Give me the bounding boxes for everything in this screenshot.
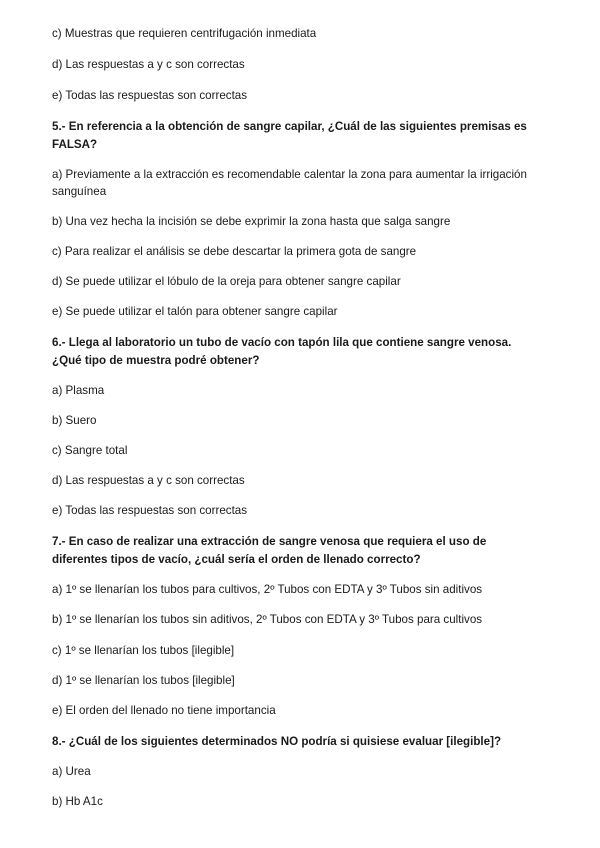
answer-option: b) 1º se llenarían los tubos sin aditivos, 2º Tubos con EDTA y 3º Tubos para cultivos <box>52 613 483 626</box>
answer-option: a) Previamente a la extracción es recomendable calentar la zona para aumentar la irrigación <box>52 168 527 181</box>
question-text: 5.- En referencia a la obtención de sangre capilar, ¿Cuál de las siguientes premisas es <box>52 120 527 133</box>
answer-option: d) Se puede utilizar el lóbulo de la oreja para obtener sangre capilar <box>52 275 401 288</box>
question-text: diferentes tipos de vacío, ¿cuál sería el orden de llenado correcto? <box>52 553 421 566</box>
answer-option: e) Todas las respuestas son correctas <box>52 504 248 517</box>
answer-option: c) Muestras que requieren centrifugación inmediata <box>52 27 317 40</box>
answer-option: a) 1º se llenarían los tubos para cultivos, 2º Tubos con EDTA y 3º Tubos sin aditivos <box>52 583 483 596</box>
answer-option: e) Todas las respuestas son correctas <box>52 89 248 102</box>
question-text: ¿Qué tipo de muestra podré obtener? <box>52 354 260 367</box>
answer-option: d) Las respuestas a y c son correctas <box>52 474 245 487</box>
question-text: FALSA? <box>52 138 98 151</box>
question-text: 8.- ¿Cuál de los siguientes determinados NO podría si quisiese evaluar [ilegible]? <box>52 735 502 748</box>
answer-option: sanguínea <box>52 185 107 198</box>
answer-option: b) Una vez hecha la incisión se debe exprimir la zona hasta que salga sangre <box>52 215 451 228</box>
question-text: 6.- Llega al laboratorio un tubo de vacío con tapón lila que contiene sangre venosa. <box>52 336 512 349</box>
answer-option: a) Urea <box>52 765 91 778</box>
answer-option: c) Sangre total <box>52 444 128 457</box>
answer-option: b) Hb A1c <box>52 795 103 808</box>
answer-option: d) 1º se llenarían los tubos [ilegible] <box>52 674 235 687</box>
answer-option: e) El orden del llenado no tiene importancia <box>52 704 276 717</box>
answer-option: c) Para realizar el análisis se debe descartar la primera gota de sangre <box>52 245 417 258</box>
answer-option: c) 1º se llenarían los tubos [ilegible] <box>52 644 235 657</box>
answer-option: a) Plasma <box>52 384 105 397</box>
answer-option: b) Suero <box>52 414 97 427</box>
answer-option: d) Las respuestas a y c son correctas <box>52 58 245 71</box>
question-text: 7.- En caso de realizar una extracción de sangre venosa que requiera el uso de <box>52 535 487 548</box>
answer-option: e) Se puede utilizar el talón para obtener sangre capilar <box>52 305 338 318</box>
